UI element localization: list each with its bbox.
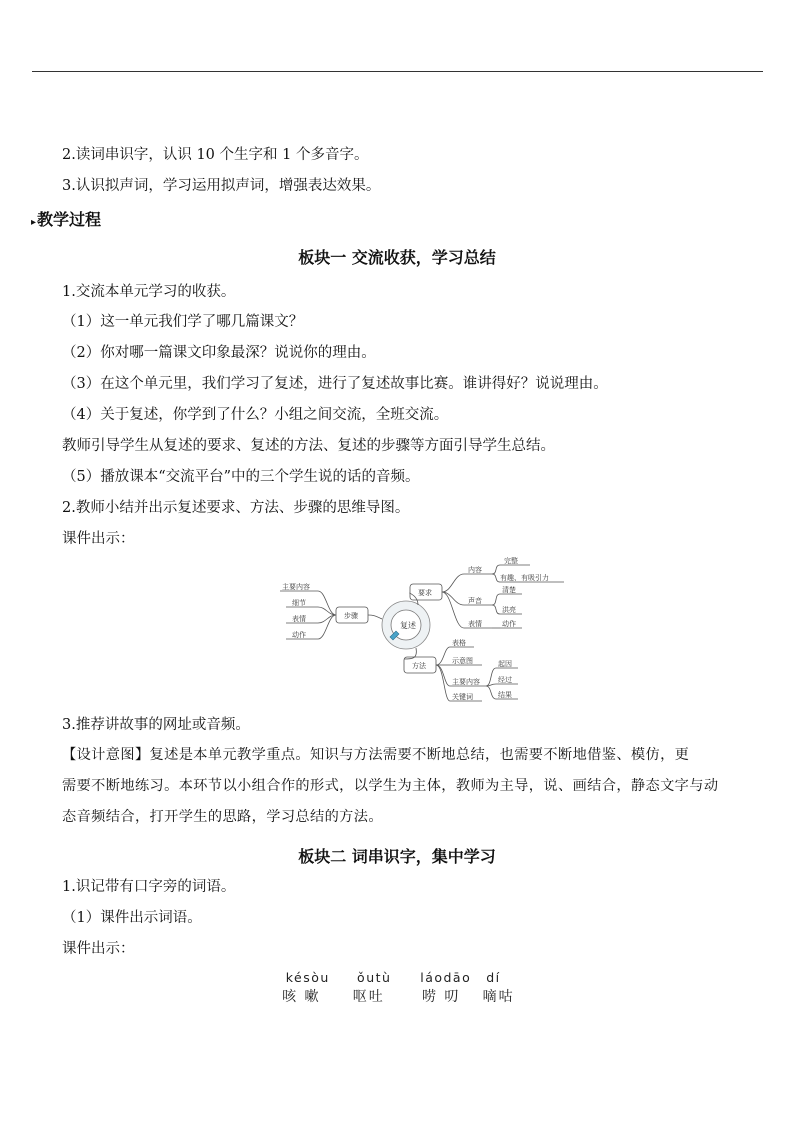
mindmap-leaf: 清楚 xyxy=(502,586,516,594)
block1-line: 教师引导学生从复述的要求、复述的方法、复述的步骤等方面引导学生总结。 xyxy=(62,438,555,454)
mindmap-leaf: 完整 xyxy=(504,557,518,565)
block1-line: 课件出示： xyxy=(62,531,135,547)
block1-line: （5）播放课本“交流平台”中的三个学生说的话的音频。 xyxy=(62,469,420,485)
chars-row xyxy=(0,986,794,1006)
block1-line: （4）关于复述，你学到了什么？小组之间交流，全班交流。 xyxy=(62,407,449,423)
mindmap-leaf: 起因 xyxy=(498,660,512,668)
section-heading-text: 教学过程 xyxy=(37,210,102,229)
mindmap-leaf: 洪亮 xyxy=(502,606,516,614)
word-list xyxy=(0,970,794,1006)
mindmap-center: 复述 xyxy=(400,621,416,630)
pinyin-row xyxy=(0,970,794,985)
mindmap-method-item: 表格 xyxy=(452,639,466,647)
block2-line: 1.识记带有口字旁的词语。 xyxy=(62,879,236,895)
mindmap-method-item: 示意图 xyxy=(452,657,473,665)
objective-3: 3.认识拟声词，学习运用拟声词，增强表达效果。 xyxy=(62,178,381,194)
mindmap-leaf: 有趣、有吸引力 xyxy=(500,574,549,582)
mindmap-step: 表情 xyxy=(292,615,306,623)
block1-line3: 3.推荐讲故事的网址或音频。 xyxy=(62,717,250,733)
mindmap-method-item: 关键词 xyxy=(452,693,473,701)
section-heading xyxy=(31,207,101,230)
block2-line: （1）课件出示词语。 xyxy=(62,910,202,926)
block1-line: （3）在这个单元里，我们学习了复述，进行了复述故事比赛。谁讲得好？说说理由。 xyxy=(62,376,608,392)
mindmap-require-expression: 表情 xyxy=(468,620,482,628)
word-pinyin: késòu xyxy=(285,970,330,985)
mindmap-method: 方法 xyxy=(412,662,426,670)
block1-line: （2）你对哪一篇课文印象最深？说说你的理由。 xyxy=(62,345,376,361)
mindmap-steps: 步骤 xyxy=(344,612,358,620)
header-rule xyxy=(32,71,763,72)
block1-title: 板块一 交流收获，学习总结 xyxy=(298,248,496,267)
objective-2: 2.读词串识字，认识 10 个生字和 1 个多音字。 xyxy=(62,147,369,163)
word-chars: 嘀咕 xyxy=(482,989,515,1005)
mind-map xyxy=(278,555,568,710)
word-chars: 呕吐 xyxy=(352,989,385,1005)
block1-line: 2.教师小结并出示复述要求、方法、步骤的思维导图。 xyxy=(62,500,410,516)
word-pinyin: dí xyxy=(486,970,501,985)
mindmap-method-item: 主要内容 xyxy=(452,678,480,686)
mindmap-leaf: 结果 xyxy=(498,691,512,699)
word-chars: 唠 叨 xyxy=(421,989,461,1005)
mindmap-leaf: 经过 xyxy=(498,676,512,684)
mindmap-require: 要求 xyxy=(418,589,432,597)
word-chars: 咳 嗽 xyxy=(282,989,321,1005)
mindmap-require-content: 内容 xyxy=(468,566,482,574)
triangle-marker-icon: ▸ xyxy=(31,217,37,228)
word-pinyin: ǒutù xyxy=(357,970,392,985)
design-intent-line: 【设计意图】复述是本单元教学重点。知识与方法需要不断地总结，也需要不断地借鉴、模仿，更 xyxy=(62,747,690,763)
block2-line: 课件出示： xyxy=(62,941,135,957)
mindmap-require-voice: 声音 xyxy=(468,597,482,605)
design-intent-line: 需要不断地练习。本环节以小组合作的形式，以学生为主体，教师为主导，说、画结合，静态文字与动 xyxy=(62,778,719,794)
mindmap-step: 主要内容 xyxy=(282,583,310,591)
mindmap-step: 细节 xyxy=(292,599,306,607)
mind-map-svg xyxy=(278,555,568,710)
word-pinyin: láodāo xyxy=(420,970,472,985)
mindmap-step: 动作 xyxy=(292,631,306,639)
block1-line: （1）这一单元我们学了哪几篇课文？ xyxy=(62,314,304,330)
block2-title: 板块二 词串识字，集中学习 xyxy=(298,847,496,866)
block1-line: 1.交流本单元学习的收获。 xyxy=(62,284,236,300)
design-intent-line: 态音频结合，打开学生的思路，学习总结的方法。 xyxy=(62,809,383,825)
mindmap-leaf: 动作 xyxy=(502,620,516,628)
